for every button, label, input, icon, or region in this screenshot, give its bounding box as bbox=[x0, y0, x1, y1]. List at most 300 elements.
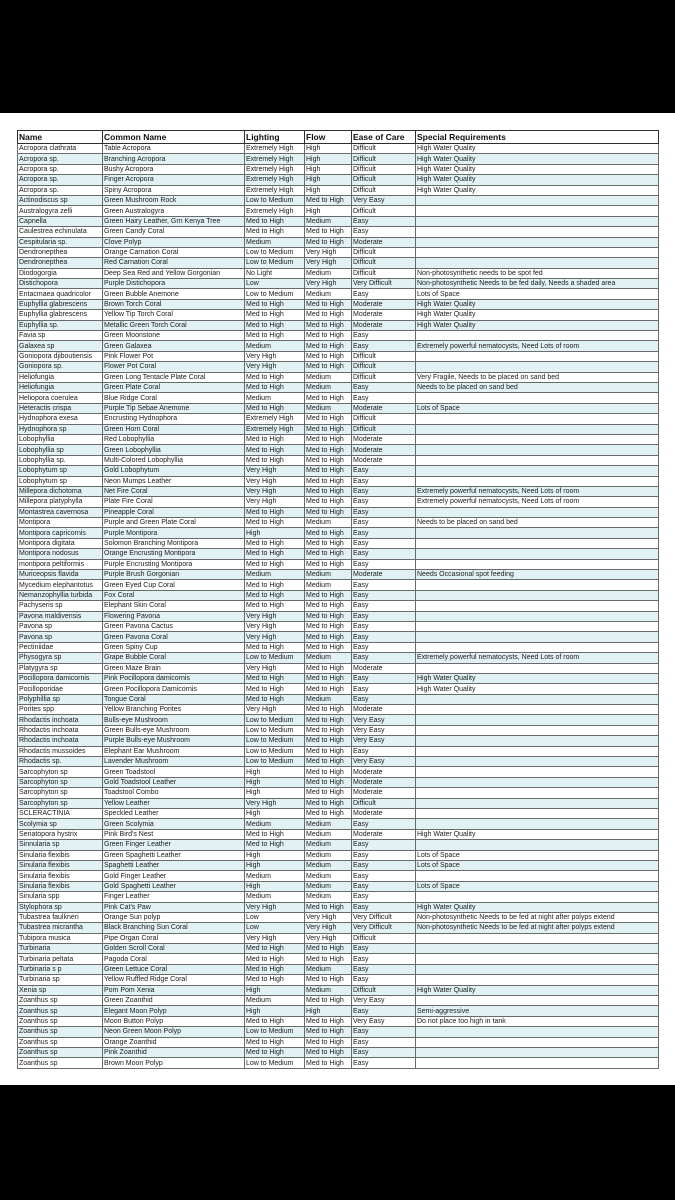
cell-name: Montipora nodosus bbox=[18, 549, 103, 559]
table-row bbox=[18, 1006, 659, 1016]
cell-flow: Med to High bbox=[305, 996, 352, 1006]
cell-lighting: Extremely High bbox=[245, 424, 305, 434]
cell-special-requirements bbox=[416, 642, 659, 652]
cell-ease-of-care: Easy bbox=[352, 892, 416, 902]
top-black-bar bbox=[0, 0, 675, 113]
cell-lighting: No Light bbox=[245, 268, 305, 278]
cell-ease-of-care: Easy bbox=[352, 289, 416, 299]
cell-common-name: Speckled Leather bbox=[103, 809, 245, 819]
cell-flow: Med to High bbox=[305, 455, 352, 465]
cell-special-requirements bbox=[416, 237, 659, 247]
table-row bbox=[18, 798, 659, 808]
table-row bbox=[18, 154, 659, 164]
cell-special-requirements bbox=[416, 466, 659, 476]
cell-special-requirements bbox=[416, 331, 659, 341]
cell-common-name: Finger Leather bbox=[103, 892, 245, 902]
cell-name: Dendronepthea bbox=[18, 258, 103, 268]
cell-special-requirements bbox=[416, 580, 659, 590]
table-row bbox=[18, 497, 659, 507]
cell-special-requirements bbox=[416, 715, 659, 725]
table-row bbox=[18, 964, 659, 974]
cell-common-name: Bulls-eye Mushroom bbox=[103, 715, 245, 725]
cell-ease-of-care: Difficult bbox=[352, 247, 416, 257]
cell-flow: Medium bbox=[305, 871, 352, 881]
cell-flow: Medium bbox=[305, 518, 352, 528]
cell-name: Millepora platyphylla bbox=[18, 497, 103, 507]
cell-name: Actinodiscus sp bbox=[18, 195, 103, 205]
cell-common-name: Pink Bird's Nest bbox=[103, 829, 245, 839]
cell-name: Zoanthus sp bbox=[18, 996, 103, 1006]
cell-common-name: Green Lobophyllia bbox=[103, 445, 245, 455]
cell-lighting: Med to High bbox=[245, 382, 305, 392]
table-row bbox=[18, 351, 659, 361]
cell-flow: Med to High bbox=[305, 673, 352, 683]
table-row bbox=[18, 476, 659, 486]
cell-common-name: Fox Coral bbox=[103, 590, 245, 600]
cell-special-requirements bbox=[416, 247, 659, 257]
table-row bbox=[18, 632, 659, 642]
cell-lighting: Med to High bbox=[245, 445, 305, 455]
cell-common-name: Yellow Ruffled Ridge Coral bbox=[103, 975, 245, 985]
cell-ease-of-care: Difficult bbox=[352, 154, 416, 164]
cell-flow: Med to High bbox=[305, 507, 352, 517]
cell-common-name: Spaghetti Leather bbox=[103, 860, 245, 870]
cell-lighting: Low to Medium bbox=[245, 653, 305, 663]
cell-flow: Med to High bbox=[305, 757, 352, 767]
cell-name: Stylophora sp bbox=[18, 902, 103, 912]
cell-special-requirements: Lots of Space bbox=[416, 289, 659, 299]
cell-special-requirements bbox=[416, 538, 659, 548]
cell-common-name: Neon Mumps Leather bbox=[103, 476, 245, 486]
cell-lighting: High bbox=[245, 850, 305, 860]
cell-ease-of-care: Moderate bbox=[352, 705, 416, 715]
table-row bbox=[18, 746, 659, 756]
cell-special-requirements bbox=[416, 528, 659, 538]
cell-lighting: Med to High bbox=[245, 1016, 305, 1026]
cell-special-requirements: Non-photosynthetic Needs to be fed at night after polyps extend bbox=[416, 912, 659, 922]
cell-common-name: Black Branching Sun Coral bbox=[103, 923, 245, 933]
cell-name: Rhodactis sp. bbox=[18, 757, 103, 767]
cell-flow: Med to High bbox=[305, 331, 352, 341]
cell-name: Zoanthus sp bbox=[18, 1016, 103, 1026]
cell-special-requirements: Semi-aggressive bbox=[416, 1006, 659, 1016]
cell-lighting: Extremely High bbox=[245, 206, 305, 216]
cell-ease-of-care: Easy bbox=[352, 975, 416, 985]
table-row bbox=[18, 289, 659, 299]
cell-name: Hydnophora sp bbox=[18, 424, 103, 434]
cell-name: Rhodactis inchoata bbox=[18, 736, 103, 746]
cell-ease-of-care: Difficult bbox=[352, 933, 416, 943]
cell-special-requirements: Lots of Space bbox=[416, 403, 659, 413]
cell-ease-of-care: Moderate bbox=[352, 788, 416, 798]
cell-flow: Medium bbox=[305, 289, 352, 299]
cell-name: Acropora sp. bbox=[18, 175, 103, 185]
cell-ease-of-care: Easy bbox=[352, 632, 416, 642]
table-row bbox=[18, 933, 659, 943]
cell-flow: Med to High bbox=[305, 486, 352, 496]
cell-lighting: Med to High bbox=[245, 642, 305, 652]
cell-ease-of-care: Difficult bbox=[352, 164, 416, 174]
cell-special-requirements: High Water Quality bbox=[416, 902, 659, 912]
cell-flow: High bbox=[305, 1006, 352, 1016]
cell-common-name: Table Acropora bbox=[103, 144, 245, 154]
cell-lighting: Extremely High bbox=[245, 154, 305, 164]
cell-name: Physogyra sp bbox=[18, 653, 103, 663]
cell-lighting: Very High bbox=[245, 933, 305, 943]
cell-name: Lobophytum sp bbox=[18, 466, 103, 476]
cell-special-requirements bbox=[416, 694, 659, 704]
cell-special-requirements bbox=[416, 206, 659, 216]
table-row bbox=[18, 777, 659, 787]
cell-flow: Med to High bbox=[305, 642, 352, 652]
cell-flow: Medium bbox=[305, 570, 352, 580]
cell-special-requirements bbox=[416, 258, 659, 268]
cell-special-requirements bbox=[416, 725, 659, 735]
cell-common-name: Blue Ridge Coral bbox=[103, 393, 245, 403]
cell-lighting: Extremely High bbox=[245, 185, 305, 195]
cell-special-requirements bbox=[416, 216, 659, 226]
cell-special-requirements bbox=[416, 362, 659, 372]
cell-common-name: Green Eyed Cup Coral bbox=[103, 580, 245, 590]
cell-special-requirements bbox=[416, 746, 659, 756]
cell-lighting: Very High bbox=[245, 798, 305, 808]
cell-common-name: Flowering Pavona bbox=[103, 611, 245, 621]
table-row bbox=[18, 923, 659, 933]
cell-ease-of-care: Very Easy bbox=[352, 725, 416, 735]
cell-lighting: High bbox=[245, 777, 305, 787]
cell-lighting: Med to High bbox=[245, 320, 305, 330]
cell-lighting: Very High bbox=[245, 486, 305, 496]
cell-name: Acropora sp. bbox=[18, 154, 103, 164]
cell-name: Heliofungia bbox=[18, 372, 103, 382]
cell-flow: Medium bbox=[305, 985, 352, 995]
cell-lighting: Med to High bbox=[245, 673, 305, 683]
cell-common-name: Solomon Branching Montipora bbox=[103, 538, 245, 548]
cell-name: Zoanthus sp bbox=[18, 1006, 103, 1016]
cell-flow: Med to High bbox=[305, 434, 352, 444]
cell-lighting: High bbox=[245, 788, 305, 798]
cell-ease-of-care: Difficult bbox=[352, 175, 416, 185]
cell-flow: Med to High bbox=[305, 601, 352, 611]
cell-lighting: Very High bbox=[245, 476, 305, 486]
cell-ease-of-care: Easy bbox=[352, 964, 416, 974]
cell-lighting: Very High bbox=[245, 362, 305, 372]
cell-special-requirements bbox=[416, 632, 659, 642]
cell-ease-of-care: Easy bbox=[352, 528, 416, 538]
cell-special-requirements bbox=[416, 1037, 659, 1047]
cell-flow: Med to High bbox=[305, 1058, 352, 1068]
cell-special-requirements: Do not place too high in tank bbox=[416, 1016, 659, 1026]
cell-common-name: Encrusting Hydnophora bbox=[103, 414, 245, 424]
column-header-ease-of-care: Ease of Care bbox=[352, 131, 416, 144]
cell-common-name: Yellow Branching Porites bbox=[103, 705, 245, 715]
cell-ease-of-care: Easy bbox=[352, 954, 416, 964]
cell-name: Favia sp bbox=[18, 331, 103, 341]
cell-flow: Med to High bbox=[305, 798, 352, 808]
cell-lighting: Extremely High bbox=[245, 144, 305, 154]
cell-flow: Very High bbox=[305, 912, 352, 922]
cell-special-requirements bbox=[416, 809, 659, 819]
table-row bbox=[18, 601, 659, 611]
cell-flow: Med to High bbox=[305, 590, 352, 600]
cell-ease-of-care: Easy bbox=[352, 944, 416, 954]
table-row bbox=[18, 819, 659, 829]
cell-lighting: Extremely High bbox=[245, 414, 305, 424]
cell-lighting: Med to High bbox=[245, 538, 305, 548]
cell-ease-of-care: Easy bbox=[352, 507, 416, 517]
cell-special-requirements: Lots of Space bbox=[416, 850, 659, 860]
cell-common-name: Clove Polyp bbox=[103, 237, 245, 247]
table-row bbox=[18, 902, 659, 912]
cell-name: Entacmaea quadricolor bbox=[18, 289, 103, 299]
cell-ease-of-care: Easy bbox=[352, 1027, 416, 1037]
cell-special-requirements bbox=[416, 788, 659, 798]
cell-common-name: Brown Torch Coral bbox=[103, 299, 245, 309]
cell-special-requirements: Non-photosynthetic Needs to be fed daily, Needs a shaded area bbox=[416, 279, 659, 289]
cell-special-requirements bbox=[416, 767, 659, 777]
cell-common-name: Metallic Green Torch Coral bbox=[103, 320, 245, 330]
cell-common-name: Pink Cat's Paw bbox=[103, 902, 245, 912]
cell-special-requirements bbox=[416, 663, 659, 673]
cell-lighting: Low to Medium bbox=[245, 1058, 305, 1068]
cell-flow: Medium bbox=[305, 829, 352, 839]
cell-ease-of-care: Very Easy bbox=[352, 1016, 416, 1026]
cell-lighting: Low to Medium bbox=[245, 757, 305, 767]
table-row bbox=[18, 434, 659, 444]
cell-common-name: Branching Acropora bbox=[103, 154, 245, 164]
cell-ease-of-care: Easy bbox=[352, 518, 416, 528]
cell-name: Goniopora sp. bbox=[18, 362, 103, 372]
cell-lighting: Med to High bbox=[245, 684, 305, 694]
cell-name: Cespitularia sp. bbox=[18, 237, 103, 247]
table-row bbox=[18, 871, 659, 881]
cell-common-name: Red Lobophyllia bbox=[103, 434, 245, 444]
cell-flow: Med to High bbox=[305, 445, 352, 455]
cell-flow: Med to High bbox=[305, 362, 352, 372]
table-row bbox=[18, 341, 659, 351]
cell-ease-of-care: Difficult bbox=[352, 258, 416, 268]
cell-flow: Very High bbox=[305, 279, 352, 289]
cell-common-name: Brown Moon Polyp bbox=[103, 1058, 245, 1068]
cell-special-requirements bbox=[416, 996, 659, 1006]
cell-special-requirements bbox=[416, 559, 659, 569]
cell-name: Hydnophora exesa bbox=[18, 414, 103, 424]
table-row bbox=[18, 642, 659, 652]
cell-common-name: Flower Pot Coral bbox=[103, 362, 245, 372]
cell-name: Montipora digitata bbox=[18, 538, 103, 548]
cell-flow: Medium bbox=[305, 850, 352, 860]
cell-lighting: Medium bbox=[245, 237, 305, 247]
cell-common-name: Green Pavona Coral bbox=[103, 632, 245, 642]
cell-common-name: Pink Flower Pot bbox=[103, 351, 245, 361]
cell-special-requirements bbox=[416, 455, 659, 465]
cell-special-requirements: Needs to be placed on sand bed bbox=[416, 382, 659, 392]
cell-name: Platygyra sp bbox=[18, 663, 103, 673]
cell-ease-of-care: Easy bbox=[352, 819, 416, 829]
table-row bbox=[18, 528, 659, 538]
cell-common-name: Green Zoanthid bbox=[103, 996, 245, 1006]
cell-ease-of-care: Easy bbox=[352, 1006, 416, 1016]
cell-common-name: Finger Acropora bbox=[103, 175, 245, 185]
cell-ease-of-care: Easy bbox=[352, 590, 416, 600]
cell-ease-of-care: Difficult bbox=[352, 351, 416, 361]
column-header-special-requirements: Special Requirements bbox=[416, 131, 659, 144]
cell-lighting: Very High bbox=[245, 902, 305, 912]
table-row bbox=[18, 715, 659, 725]
table-row bbox=[18, 705, 659, 715]
cell-name: Galaxea sp bbox=[18, 341, 103, 351]
cell-lighting: Medium bbox=[245, 819, 305, 829]
cell-lighting: Low to Medium bbox=[245, 715, 305, 725]
cell-special-requirements bbox=[416, 819, 659, 829]
cell-common-name: Green Spiny Cup bbox=[103, 642, 245, 652]
table-row bbox=[18, 673, 659, 683]
cell-common-name: Golden Scroll Coral bbox=[103, 944, 245, 954]
column-header-lighting: Lighting bbox=[245, 131, 305, 144]
cell-ease-of-care: Easy bbox=[352, 549, 416, 559]
cell-flow: Medium bbox=[305, 694, 352, 704]
cell-lighting: Med to High bbox=[245, 299, 305, 309]
cell-common-name: Plate Fire Coral bbox=[103, 497, 245, 507]
cell-name: Nemanzophyllia turbida bbox=[18, 590, 103, 600]
table-row bbox=[18, 403, 659, 413]
cell-flow: High bbox=[305, 185, 352, 195]
cell-ease-of-care: Difficult bbox=[352, 424, 416, 434]
coral-care-table bbox=[17, 130, 659, 1069]
cell-flow: Med to High bbox=[305, 621, 352, 631]
cell-name: Pavona sp bbox=[18, 621, 103, 631]
cell-common-name: Orange Encrusting Montipora bbox=[103, 549, 245, 559]
cell-name: Sarcophyton sp bbox=[18, 777, 103, 787]
cell-name: Seriatopora hystrix bbox=[18, 829, 103, 839]
table-row bbox=[18, 912, 659, 922]
cell-name: Acropora clathrata bbox=[18, 144, 103, 154]
cell-flow: Med to High bbox=[305, 944, 352, 954]
cell-common-name: Green Finger Leather bbox=[103, 840, 245, 850]
cell-lighting: Low to Medium bbox=[245, 1027, 305, 1037]
table-row bbox=[18, 195, 659, 205]
cell-ease-of-care: Easy bbox=[352, 840, 416, 850]
table-row bbox=[18, 1037, 659, 1047]
cell-common-name: Lavender Mushroom bbox=[103, 757, 245, 767]
cell-lighting: Very High bbox=[245, 611, 305, 621]
cell-lighting: Med to High bbox=[245, 507, 305, 517]
cell-ease-of-care: Moderate bbox=[352, 809, 416, 819]
cell-lighting: Very High bbox=[245, 497, 305, 507]
cell-ease-of-care: Easy bbox=[352, 393, 416, 403]
cell-flow: Med to High bbox=[305, 341, 352, 351]
cell-ease-of-care: Easy bbox=[352, 1047, 416, 1057]
table-row bbox=[18, 538, 659, 548]
cell-lighting: Medium bbox=[245, 570, 305, 580]
cell-ease-of-care: Easy bbox=[352, 621, 416, 631]
table-row bbox=[18, 185, 659, 195]
cell-special-requirements bbox=[416, 195, 659, 205]
cell-flow: High bbox=[305, 164, 352, 174]
cell-ease-of-care: Easy bbox=[352, 486, 416, 496]
cell-ease-of-care: Difficult bbox=[352, 268, 416, 278]
cell-name: Euphyllia sp. bbox=[18, 320, 103, 330]
cell-lighting: Medium bbox=[245, 341, 305, 351]
table-row bbox=[18, 1016, 659, 1026]
cell-ease-of-care: Moderate bbox=[352, 310, 416, 320]
table-row bbox=[18, 580, 659, 590]
cell-common-name: Neon Green Moon Polyp bbox=[103, 1027, 245, 1037]
cell-ease-of-care: Easy bbox=[352, 559, 416, 569]
cell-name: Pocilloporidae bbox=[18, 684, 103, 694]
table-row bbox=[18, 1058, 659, 1068]
cell-common-name: Spiny Acropora bbox=[103, 185, 245, 195]
cell-ease-of-care: Easy bbox=[352, 216, 416, 226]
table-row bbox=[18, 227, 659, 237]
cell-special-requirements: High Water Quality bbox=[416, 175, 659, 185]
table-row bbox=[18, 1027, 659, 1037]
cell-name: Euphyllia glabrescens bbox=[18, 299, 103, 309]
table-row bbox=[18, 310, 659, 320]
cell-flow: Med to High bbox=[305, 414, 352, 424]
cell-common-name: Multi-Colored Lobophyllia bbox=[103, 455, 245, 465]
cell-ease-of-care: Easy bbox=[352, 746, 416, 756]
cell-name: montipora peltiformis bbox=[18, 559, 103, 569]
cell-ease-of-care: Difficult bbox=[352, 985, 416, 995]
cell-lighting: Extremely High bbox=[245, 175, 305, 185]
table-row bbox=[18, 414, 659, 424]
cell-special-requirements: High Water Quality bbox=[416, 154, 659, 164]
table-row bbox=[18, 372, 659, 382]
cell-common-name: Green Hairy Leather, Grn Kenya Tree bbox=[103, 216, 245, 226]
cell-flow: Med to High bbox=[305, 725, 352, 735]
cell-special-requirements bbox=[416, 424, 659, 434]
cell-ease-of-care: Very Easy bbox=[352, 715, 416, 725]
cell-name: Zoanthus sp bbox=[18, 1027, 103, 1037]
table-row bbox=[18, 892, 659, 902]
cell-special-requirements: Needs Occasional spot feeding bbox=[416, 570, 659, 580]
cell-flow: Med to High bbox=[305, 809, 352, 819]
table-row bbox=[18, 996, 659, 1006]
cell-special-requirements bbox=[416, 601, 659, 611]
cell-lighting: Low bbox=[245, 279, 305, 289]
cell-ease-of-care: Easy bbox=[352, 673, 416, 683]
cell-special-requirements bbox=[416, 736, 659, 746]
cell-flow: Med to High bbox=[305, 715, 352, 725]
cell-ease-of-care: Easy bbox=[352, 580, 416, 590]
column-header-flow: Flow bbox=[305, 131, 352, 144]
cell-name: Turbinaria sp bbox=[18, 975, 103, 985]
cell-common-name: Green Long Tentacle Plate Coral bbox=[103, 372, 245, 382]
cell-flow: Med to High bbox=[305, 1027, 352, 1037]
cell-common-name: Orange Carnation Coral bbox=[103, 247, 245, 257]
cell-lighting: Med to High bbox=[245, 310, 305, 320]
cell-name: Porites spp bbox=[18, 705, 103, 715]
cell-ease-of-care: Easy bbox=[352, 1058, 416, 1068]
cell-common-name: Red Carnation Coral bbox=[103, 258, 245, 268]
cell-name: Montastrea cavernosa bbox=[18, 507, 103, 517]
cell-ease-of-care: Difficult bbox=[352, 798, 416, 808]
cell-name: Tubastrea micrantha bbox=[18, 923, 103, 933]
cell-special-requirements bbox=[416, 871, 659, 881]
cell-common-name: Green Candy Coral bbox=[103, 227, 245, 237]
table-row bbox=[18, 216, 659, 226]
cell-name: Distichopora bbox=[18, 279, 103, 289]
cell-flow: Very High bbox=[305, 923, 352, 933]
cell-ease-of-care: Easy bbox=[352, 331, 416, 341]
cell-ease-of-care: Moderate bbox=[352, 237, 416, 247]
cell-name: Heteractis crispa bbox=[18, 403, 103, 413]
cell-lighting: Med to High bbox=[245, 840, 305, 850]
cell-common-name: Green Horn Coral bbox=[103, 424, 245, 434]
cell-lighting: High bbox=[245, 1006, 305, 1016]
cell-flow: Med to High bbox=[305, 310, 352, 320]
